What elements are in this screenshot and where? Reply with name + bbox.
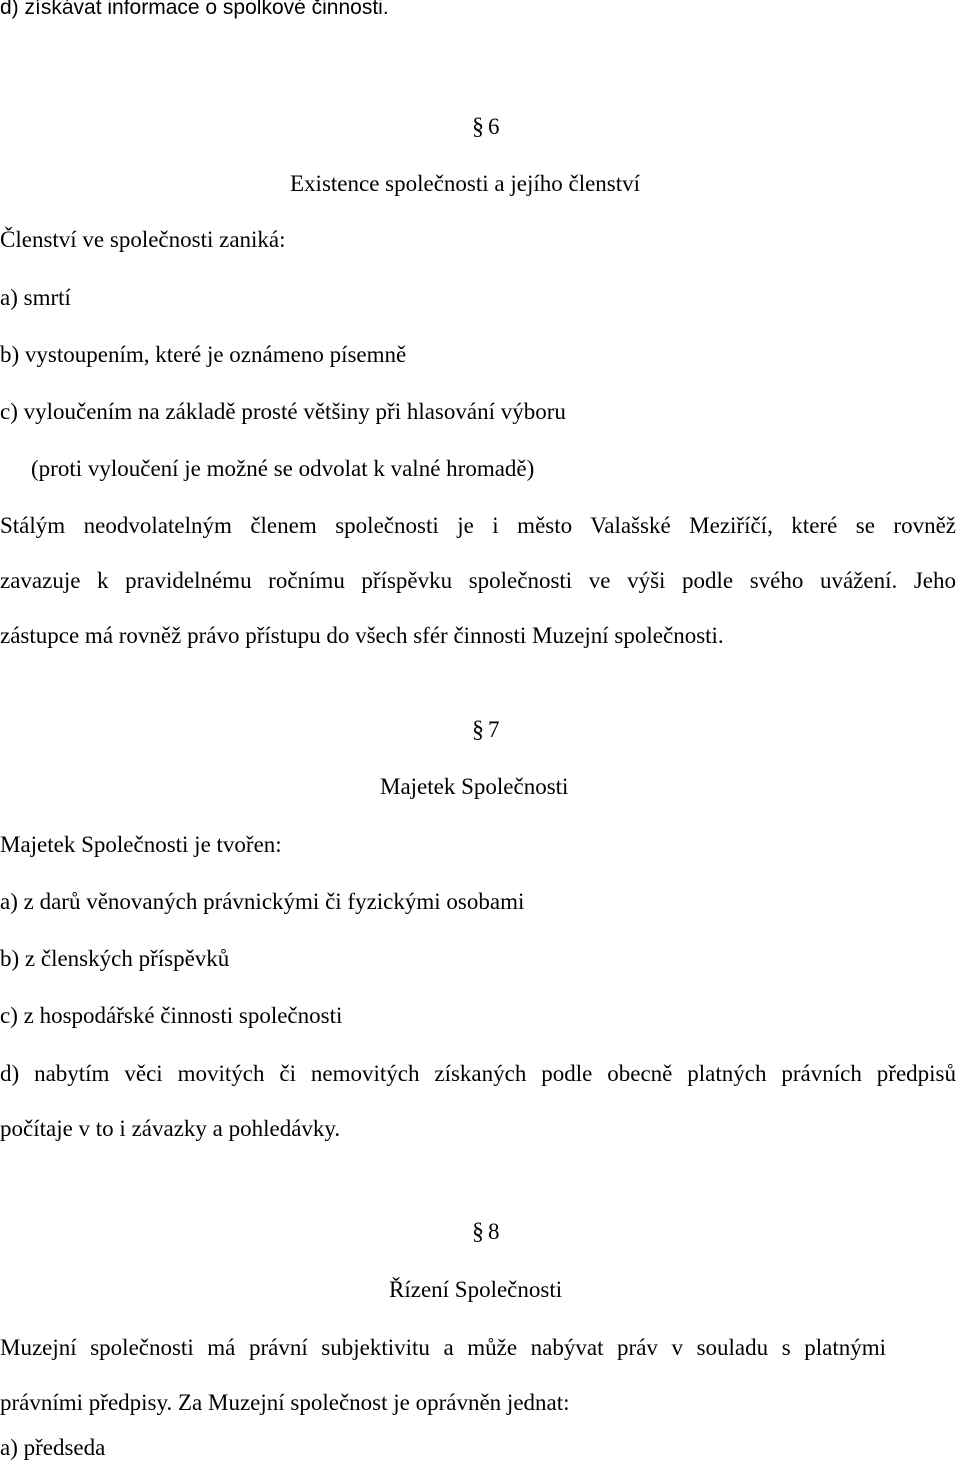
- paragraph-line: zástupce má rovněž právo přístupu do všech sfér činnosti Muzejní společnosti.: [0, 623, 724, 648]
- section-6-note: (proti vyloučení je možné se odvolat k valné hromadě): [31, 456, 535, 481]
- section-6-heading: [472, 113, 500, 141]
- list-item: c) vyloučením na základě prosté většiny při hlasování výboru: [0, 399, 566, 424]
- section-7-item-d: [0, 1060, 956, 1143]
- section-8-title: Řízení Společnosti: [389, 1277, 563, 1302]
- section-symbol: §: [472, 114, 484, 140]
- section-8-heading: [472, 1218, 500, 1246]
- section-number: 8: [488, 1219, 500, 1244]
- section-7-intro: Majetek Společnosti je tvořen:: [0, 832, 282, 857]
- list-item: a) smrtí: [0, 285, 71, 310]
- paragraph-line: Stálým neodvolatelným členem společnosti je i město Valašské Meziříčí, které se rovněž: [0, 513, 956, 538]
- section-number: 6: [488, 114, 500, 139]
- section-6-intro: Členství ve společnosti zaniká:: [0, 227, 286, 252]
- paragraph-line: Muzejní společnosti má právní subjektivitu a může nabývat práv v souladu s platnými: [0, 1335, 886, 1360]
- section-7-title: Majetek Společnosti: [380, 774, 569, 799]
- section-7-heading: [472, 716, 500, 744]
- list-item: a) z darů věnovaných právnickými či fyzickými osobami: [0, 889, 525, 914]
- section-8-paragraph: [0, 1334, 886, 1417]
- section-number: 7: [488, 717, 500, 742]
- top-line-text: d) získávat informace o spolkové činnosti.: [0, 0, 389, 19]
- paragraph-line: d) nabytím věci movitých či nemovitých získaných podle obecně platných právních předpisů: [0, 1061, 956, 1086]
- paragraph-line: počítaje v to i závazky a pohledávky.: [0, 1116, 341, 1141]
- section-6-paragraph: [0, 512, 956, 650]
- paragraph-line: zavazuje k pravidelnému ročnímu příspěvku společnosti ve výši podle svého uvážení. Jeho: [0, 568, 956, 593]
- list-item: b) z členských příspěvků: [0, 946, 230, 971]
- list-item: a) předseda: [0, 1435, 106, 1460]
- paragraph-line: právními předpisy. Za Muzejní společnost je oprávněn jednat:: [0, 1390, 570, 1415]
- section-6-title: Existence společnosti a jejího členství: [290, 171, 641, 196]
- list-item: b) vystoupením, které je oznámeno písemně: [0, 342, 407, 367]
- list-item: c) z hospodářské činnosti společnosti: [0, 1003, 343, 1028]
- section-symbol: §: [472, 717, 484, 743]
- section-symbol: §: [472, 1219, 484, 1245]
